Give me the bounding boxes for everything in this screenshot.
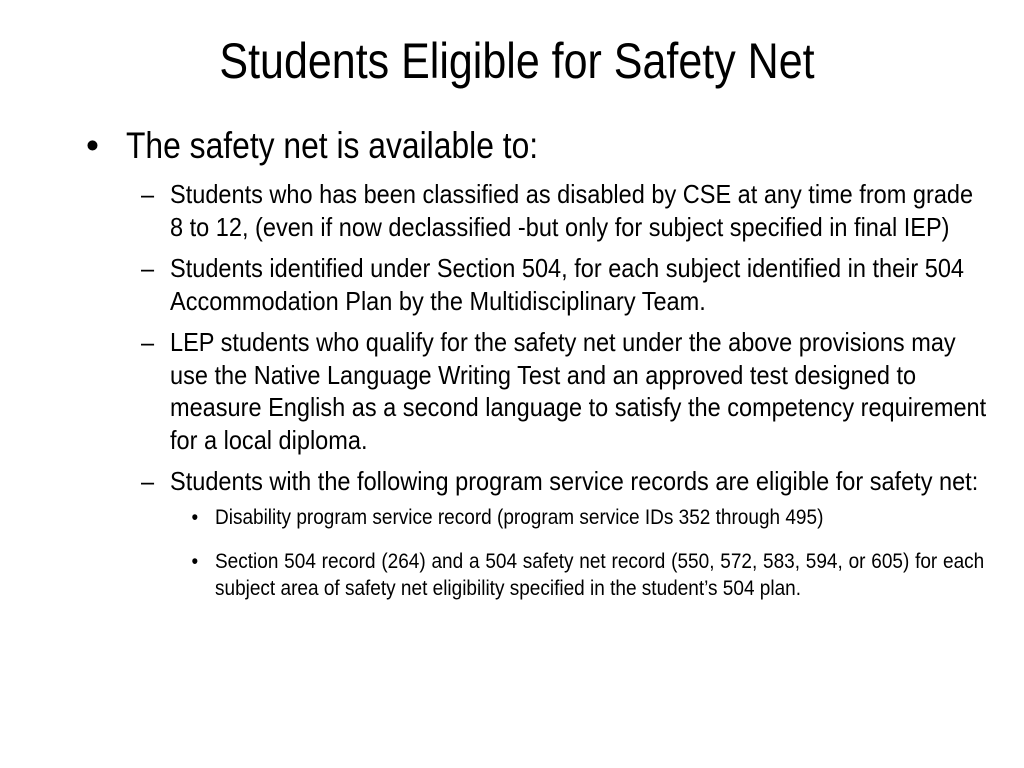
dash-icon: – [141, 253, 155, 283]
sub-sub-bullet-text: Section 504 record (264) and a 504 safety net record (550, 572, 583, 594, or 605) for each subject area of safety net eligibility specified in the student’s 504 plan. [215, 549, 985, 600]
sub-bullet-text: LEP students who qualify for the safety net under the above provisions may use the Native Language Writing Test and an approved test designed to measure English as a second language to satisfy the competency requirement for a local diploma. [170, 327, 987, 455]
sub-sub-bullet-item [191, 548, 985, 602]
bullet-dot-icon: • [191, 549, 199, 573]
bullet-dot-icon: • [191, 505, 199, 529]
sub-bullet-text: Students who has been classified as disabled by CSE at any time from grade 8 to 12, (even if now declassified -but only for subject specified in final IEP) [170, 179, 974, 242]
slide-body [84, 126, 989, 619]
sub-bullet-item [141, 326, 989, 456]
bullet-dot-icon: • [86, 125, 99, 166]
dash-icon: – [141, 327, 155, 357]
dash-icon: – [141, 179, 155, 209]
slide-title: Students Eligible for Safety Net [219, 33, 815, 89]
sub-sub-bullet-item [191, 504, 984, 531]
sub-sub-bullet-list [84, 504, 989, 602]
bullet-text: The safety net is available to: [126, 125, 539, 166]
sub-bullet-item [141, 465, 989, 498]
dash-icon: – [141, 466, 155, 496]
sub-bullet-item [141, 178, 989, 243]
sub-bullet-text: Students with the following program service records are eligible for safety net: [170, 466, 979, 496]
bullet-level-1 [84, 126, 989, 166]
sub-bullet-list [84, 178, 989, 498]
sub-sub-bullet-text: Disability program service record (program service IDs 352 through 495) [215, 505, 824, 529]
sub-bullet-item [141, 252, 989, 317]
sub-bullet-text: Students identified under Section 504, for each subject identified in their 504 Accommodation Plan by the Multidisciplinary Team. [170, 253, 965, 316]
